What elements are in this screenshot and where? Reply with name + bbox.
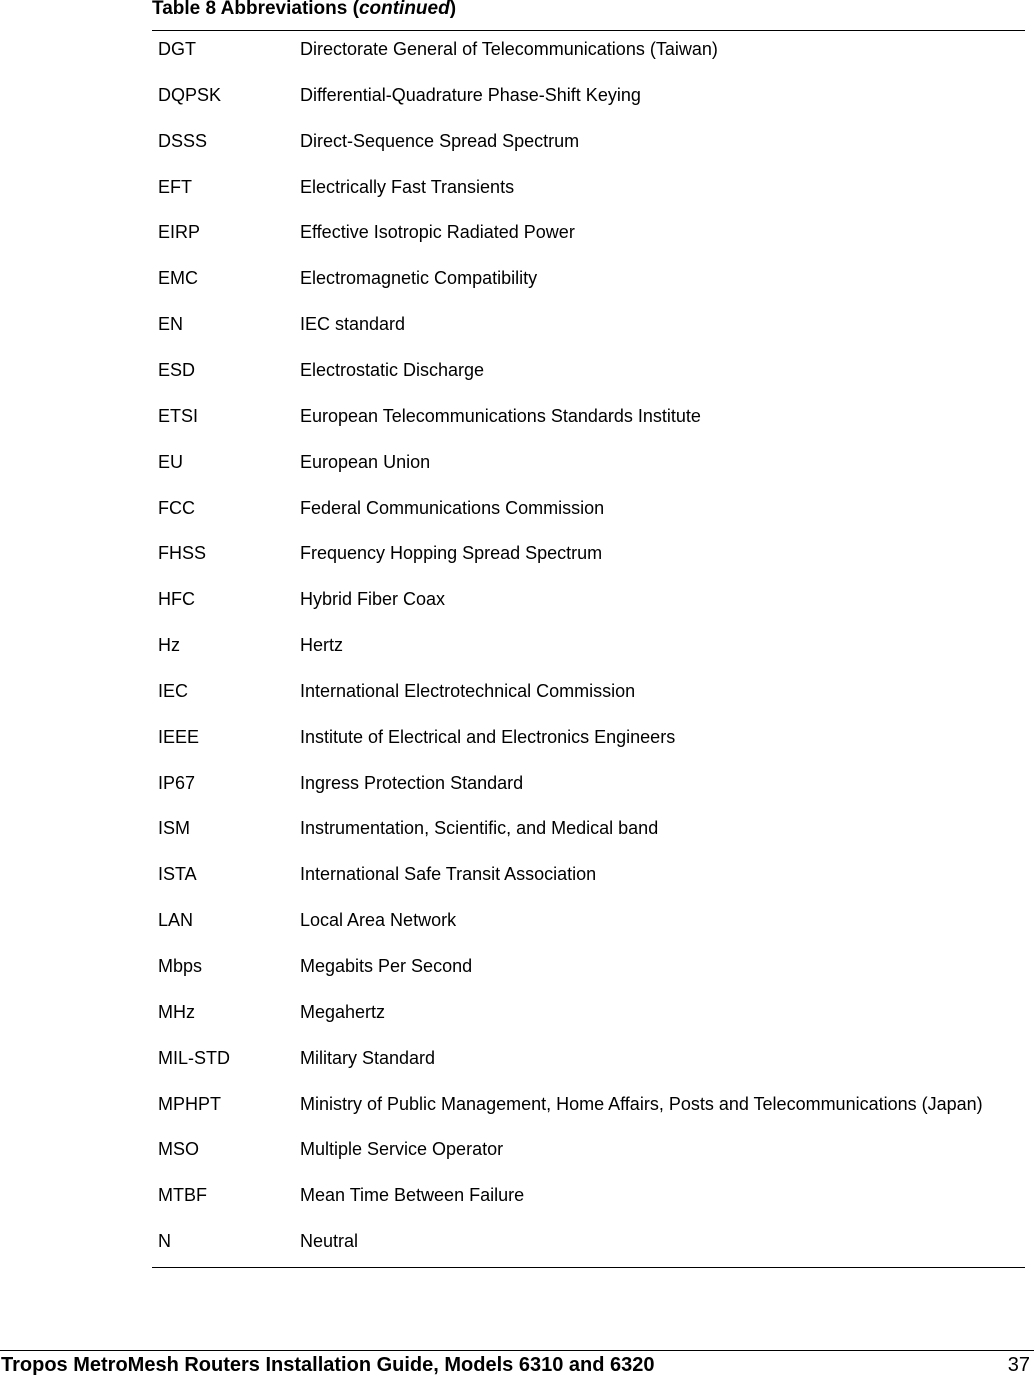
table-row [0,37,1034,61]
table-row [0,587,1034,611]
definition: IEC standard [300,314,406,334]
definition: Direct-Sequence Spread Spectrum [300,131,580,151]
definition: Directorate General of Telecommunications (Taiwan) [300,39,718,59]
definition: Differential-Quadrature Phase-Shift Keying [300,85,641,105]
definition: Electrostatic Discharge [300,360,485,380]
table-row [0,1000,1034,1024]
abbreviation: ETSI [158,406,199,426]
abbreviation: ISM [158,818,191,838]
abbreviation: MHz [158,1002,195,1022]
abbreviation: FHSS [158,543,207,563]
table-row [0,404,1034,428]
table-row [0,725,1034,749]
table-row [0,1137,1034,1161]
abbreviation: LAN [158,910,194,930]
abbreviation: IP67 [158,773,196,793]
footer-rule [0,1350,1034,1351]
definition: International Electrotechnical Commission [300,681,636,701]
definition: Federal Communications Commission [300,498,605,518]
table-row [0,771,1034,795]
abbreviation: IEEE [158,727,200,747]
table-row [0,1183,1034,1207]
definition: Megabits Per Second [300,956,473,976]
definition: Local Area Network [300,910,457,930]
table-row [0,816,1034,840]
abbreviation: ISTA [158,864,197,884]
table-row [0,129,1034,153]
table-bottom-rule [152,1267,1025,1268]
definition: Electrically Fast Transients [300,177,515,197]
table-row [0,1046,1034,1070]
abbreviation: Mbps [158,956,203,976]
abbreviation: EU [158,452,184,472]
abbreviation: MSO [158,1139,200,1159]
table-caption-suffix: ) [449,0,457,19]
page-number: 37 [1007,1354,1030,1376]
definition: Hybrid Fiber Coax [300,589,446,609]
abbreviation: EMC [158,268,198,288]
table-row [0,541,1034,565]
table-row [0,358,1034,382]
definition: Neutral [300,1231,359,1251]
abbreviation: N [158,1231,171,1251]
table-row [0,83,1034,107]
abbreviation: HFC [158,589,195,609]
table-caption-continued: continued [358,0,450,19]
table-row [0,496,1034,520]
definition: European Telecommunications Standards Institute [300,406,701,426]
table-caption [152,0,456,20]
table-row [0,908,1034,932]
definition: Ministry of Public Management, Home Affairs, Posts and Telecommunications (Japan) [300,1094,983,1114]
footer-title: Tropos MetroMesh Routers Installation Guide, Models 6310 and 6320 [1,1354,655,1376]
definition: International Safe Transit Association [300,864,597,884]
table-row [0,312,1034,336]
table-row [0,266,1034,290]
table-row [0,220,1034,244]
table-row [0,679,1034,703]
abbreviation: MTBF [158,1185,207,1205]
table-row [0,633,1034,657]
table-row [0,1229,1034,1253]
abbreviation: MIL-STD [158,1048,230,1068]
definition: Electromagnetic Compatibility [300,268,538,288]
abbreviation: MPHPT [158,1094,221,1114]
abbreviation: EN [158,314,184,334]
abbreviation: DSSS [158,131,208,151]
abbreviation: DGT [158,39,196,59]
abbreviation: DQPSK [158,85,222,105]
table-row [0,862,1034,886]
definition: Instrumentation, Scientific, and Medical band [300,818,659,838]
table-row [0,954,1034,978]
abbreviation: IEC [158,681,189,701]
definition: Ingress Protection Standard [300,773,524,793]
definition: European Union [300,452,431,472]
definition: Hertz [300,635,344,655]
definition: Multiple Service Operator [300,1139,504,1159]
abbreviation: EIRP [158,222,201,242]
table-row [0,1092,1034,1116]
table-top-rule [152,30,1025,31]
abbreviation: ESD [158,360,196,380]
definition: Mean Time Between Failure [300,1185,525,1205]
definition: Effective Isotropic Radiated Power [300,222,575,242]
table-row [0,450,1034,474]
table-caption-prefix: Table 8 Abbreviations ( [152,0,359,19]
definition: Military Standard [300,1048,436,1068]
definition: Frequency Hopping Spread Spectrum [300,543,603,563]
table-row [0,175,1034,199]
definition: Institute of Electrical and Electronics Engineers [300,727,676,747]
abbreviation: Hz [158,635,180,655]
abbreviation: FCC [158,498,195,518]
definition: Megahertz [300,1002,386,1022]
abbreviation: EFT [158,177,192,197]
